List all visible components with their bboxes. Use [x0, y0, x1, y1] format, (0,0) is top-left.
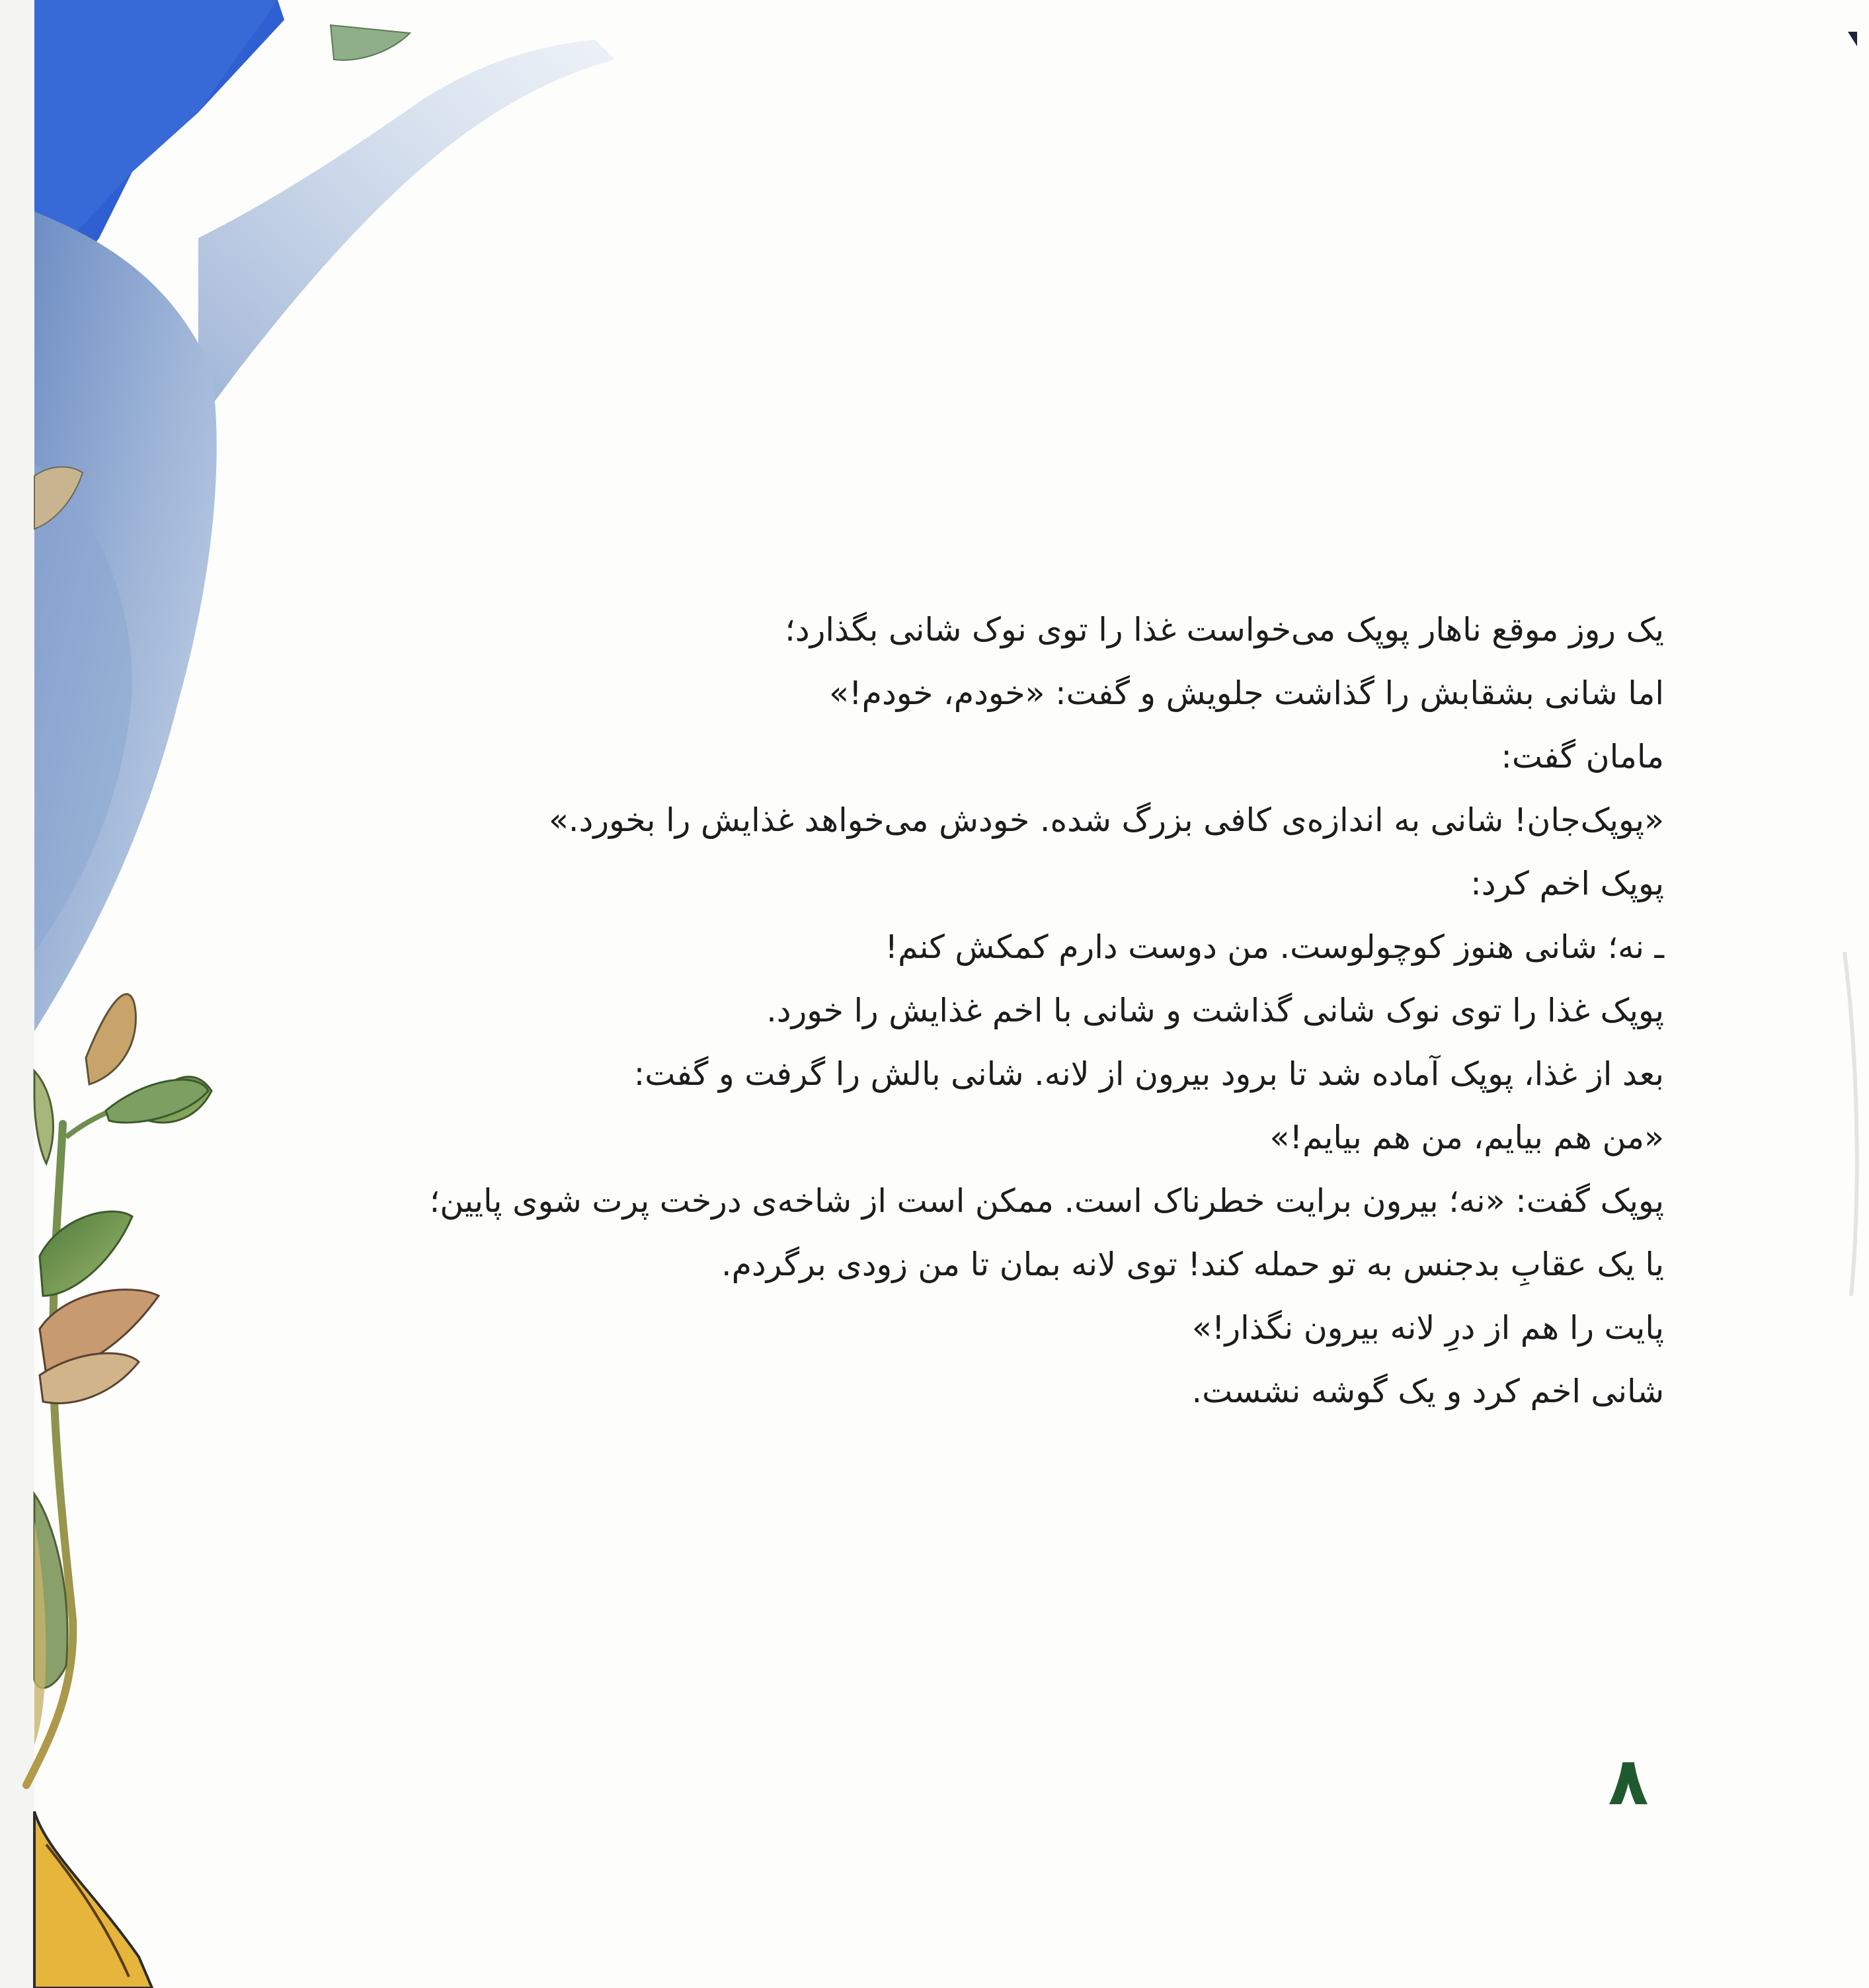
story-line: «پوپک‌جان! شانی به اندازه‌ی کافی بزرگ شده. خودش می‌خواهد غذایش را بخورد.»: [548, 801, 1664, 839]
leaf-icon: [331, 25, 410, 60]
corner-mark: [1848, 32, 1857, 46]
story-text: [177, 598, 1664, 1423]
story-line: یا یک عقابِ بدجنس به تو حمله کند! توی لانه بمان تا من زودی برگردم.: [721, 1246, 1664, 1283]
story-line: اما شانی بشقابش را گذاشت جلویش و گفت: «خودم، خودم!»: [829, 674, 1664, 712]
page-number: ۸: [1608, 1743, 1649, 1820]
story-line: ـ نه؛ شانی هنوز کوچولوست. من دوست دارم کمکش کنم!: [885, 928, 1664, 966]
story-line: یک روز موقع ناهار پوپک می‌خواست غذا را توی نوک شانی بگذارد؛: [785, 611, 1664, 649]
story-line: پوپک اخم کرد:: [1470, 865, 1664, 902]
story-line: شانی اخم کرد و یک گوشه نشست.: [1191, 1372, 1664, 1410]
story-line: بعد از غذا، پوپک آماده شد تا برود بیرون از لانه. شانی بالش را گرفت و گفت:: [633, 1055, 1664, 1093]
story-line: پوپک غذا را توی نوک شانی گذاشت و شانی با اخم غذایش را خورد.: [766, 992, 1664, 1029]
story-line: پوپک گفت: «نه؛ بیرون برایت خطرناک است. ممکن است از شاخه‌ی درخت پرت شوی پایین؛: [429, 1182, 1664, 1220]
story-line: مامان گفت:: [1501, 738, 1664, 775]
flower-illustration: [34, 1811, 152, 1988]
story-line: پایت را هم از درِ لانه بیرون نگذار!»: [1191, 1309, 1664, 1347]
watering-can-spout: [198, 40, 615, 423]
story-line: «من هم بیایم، من هم بیایم!»: [1269, 1119, 1664, 1156]
